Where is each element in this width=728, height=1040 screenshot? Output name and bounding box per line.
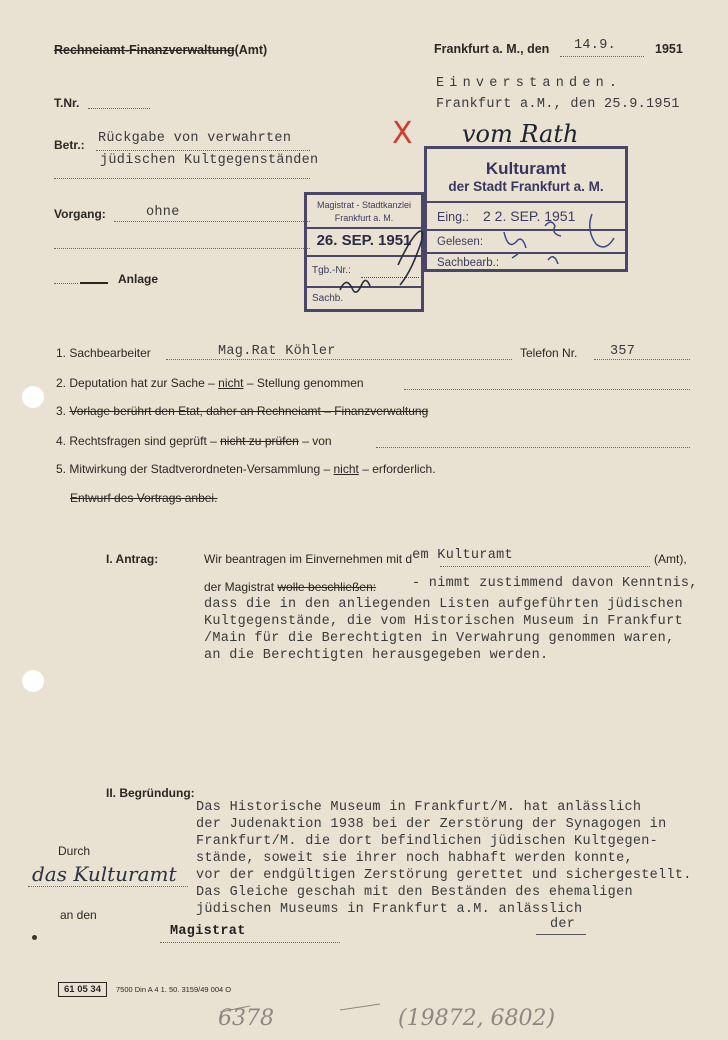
antrag-amt: (Amt), xyxy=(654,552,687,566)
approval-line1: Einverstanden. xyxy=(436,76,623,91)
begruendung-label: II. Begründung: xyxy=(106,786,195,800)
durch-handwritten: das Kulturamt xyxy=(32,862,177,886)
begruendung-line-3: Frankfurt/M. die dort befindlichen jüdischen Kultgegen- xyxy=(196,834,659,849)
stamp-eing-label: Eing.: xyxy=(437,210,469,224)
approval-line2: Frankfurt a.M., den 25.9.1951 xyxy=(436,97,680,112)
begruendung-line-4: stände, soweit sie ihrer noch habhaft werden konnte, xyxy=(196,851,633,866)
office-suffix: (Amt) xyxy=(234,43,268,57)
begruendung-continued: der xyxy=(550,917,576,932)
date-typed: 14.9. xyxy=(574,38,617,53)
red-x-mark: X xyxy=(392,116,413,151)
begruendung-line-5: vor der endgültigen Zerstörung gerettet und sichergestellt. xyxy=(196,868,692,883)
recipient: Magistrat xyxy=(170,924,246,939)
item-3: 3. Vorlage berührt den Etat, daher an Rechneiamt – Finanzverwaltung xyxy=(56,404,429,418)
item-1-value: Mag.Rat Köhler xyxy=(218,344,336,359)
stamp-gelesen-label: Gelesen: xyxy=(437,236,484,248)
stamp-kulturamt xyxy=(424,146,628,272)
antrag-line-5: an die Berechtigten herausgegeben werden. xyxy=(204,648,549,663)
stamp-kulturamt-title2: der Stadt Frankfurt a. M. xyxy=(448,179,604,194)
punch-hole-lower xyxy=(22,670,44,692)
stamp-kanzlei-sachb: Sachb. xyxy=(312,293,344,304)
stamp-sachbearb-label: Sachbearb.: xyxy=(437,257,500,269)
phone-value: 357 xyxy=(610,344,636,359)
begruendung-line-7: jüdischen Museums in Frankfurt a.M. anlässlich xyxy=(196,902,583,917)
begruendung-line-2: der Judenaktion 1938 bei der Zerstörung der Synagogen in xyxy=(196,817,667,832)
handwritten-archive-number-right: (19872, 6802) xyxy=(398,1006,556,1031)
durch-label: Durch xyxy=(58,844,91,858)
place-label: Frankfurt a. M., den xyxy=(434,42,550,56)
stamp-kanzlei-line2: Frankfurt a. M. xyxy=(334,213,394,223)
antrag-label: I. Antrag: xyxy=(106,552,159,566)
item-1: 1. Sachbearbeiter xyxy=(56,346,151,360)
attachment-label: Anlage xyxy=(118,272,159,286)
bullet-dot xyxy=(32,935,37,940)
punch-hole-upper xyxy=(22,386,44,408)
item-5: 5. Mitwirkung der Stadtverordneten-Versammlung – nicht – erforderlich. xyxy=(56,462,436,476)
stamp-kanzlei-date: 26. SEP. 1951 xyxy=(316,232,412,249)
item-2: 2. Deputation hat zur Sache – nicht – Stellung genommen xyxy=(56,376,364,390)
stamp-kulturamt-title1: Kulturamt xyxy=(485,159,567,178)
subject-line2: jüdischen Kultgegenständen xyxy=(100,153,319,168)
phone-label: Telefon Nr. xyxy=(520,346,578,360)
antrag-intro: Wir beantragen im Einvernehmen mit dem Kulturamt xyxy=(204,548,513,566)
an-den-label: an den xyxy=(60,908,97,922)
office-name: Rechneiamt-Finanzverwaltung xyxy=(54,43,235,57)
form-info: 7500 Din A 4 1. 50. 3159/49 004 O xyxy=(116,985,232,994)
approval-signature: vom Rath xyxy=(462,120,579,148)
item-4: 4. Rechtsfragen sind geprüft – nicht zu prüfen – von xyxy=(56,434,332,448)
antrag-line-3: Kultgegenstände, die vom Historischen Museum in Frankfurt xyxy=(204,614,683,629)
form-number: 61 05 34 xyxy=(58,982,107,997)
procedure-value: ohne xyxy=(146,205,180,220)
tnr-label: T.Nr. xyxy=(54,96,80,110)
handwritten-archive-number-left: 6378 xyxy=(218,1006,274,1031)
antrag-line-4: /Main für die Berechtigten in Verwahrung genommen waren, xyxy=(204,631,675,646)
subject-label: Betr.: xyxy=(54,138,85,152)
antrag-line-2: dass die in den anliegenden Listen aufgeführten jüdischen xyxy=(204,597,683,612)
year: 1951 xyxy=(655,42,683,56)
antrag-magistrat: der Magistrat wolle beschließen: xyxy=(204,580,377,594)
entwurf-note: Entwurf des Vortrags anbei. xyxy=(70,491,218,505)
stamp-kanzlei-tgb: Tgb.-Nr.: xyxy=(312,265,351,276)
stamp-eing-date: 2 2. SEP. 1951 xyxy=(483,208,576,224)
begruendung-line-6: Das Gleiche geschah mit den Beständen des ehemaligen xyxy=(196,885,633,900)
begruendung-line-1: Das Historische Museum in Frankfurt/M. hat anlässlich xyxy=(196,800,642,815)
stamp-kanzlei-line1: Magistrat - Stadtkanzlei xyxy=(316,200,412,210)
procedure-label: Vorgang: xyxy=(54,207,106,221)
subject-line1: Rückgabe von verwahrten xyxy=(98,131,292,146)
antrag-line-1: - nimmt zustimmend davon Kenntnis, xyxy=(412,576,698,591)
